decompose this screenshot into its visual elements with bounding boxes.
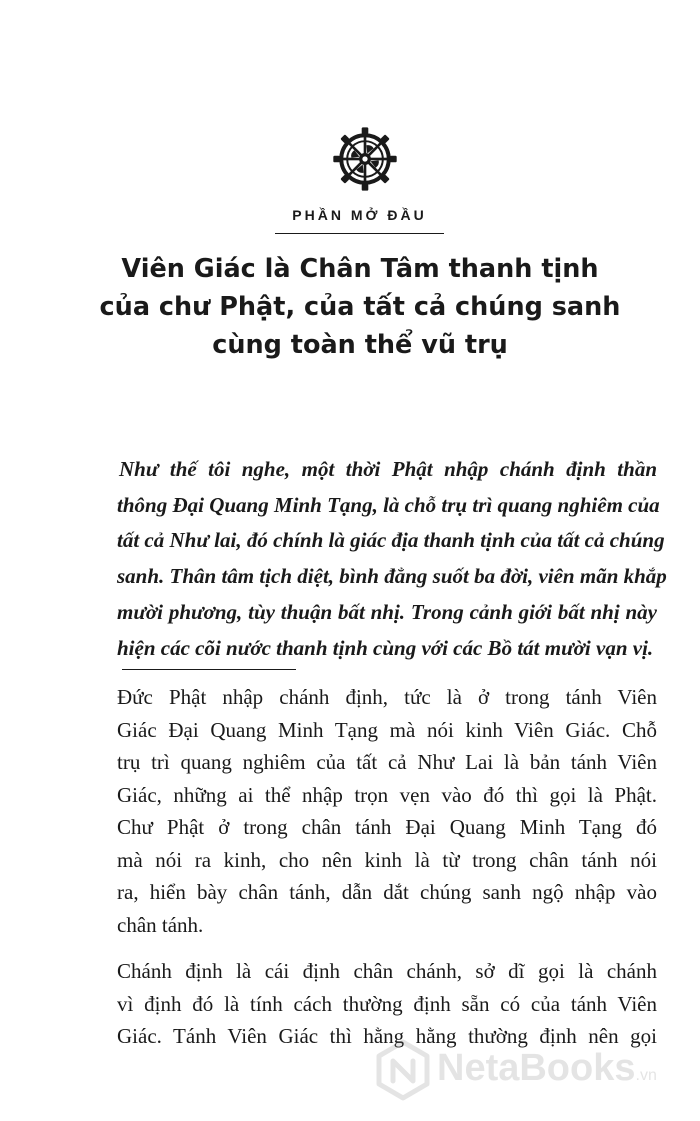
paragraph-line: Giác, những ai thể nhập trọn vẹn vào đó thì gọi là Phật.: [117, 782, 657, 807]
paragraph-line: vì định đó là tính cách thường định sẵn có của tánh Viên: [117, 991, 657, 1016]
sutra-line: thông Đại Quang Minh Tạng, là chỗ trụ trì quang nghiêm của: [117, 492, 660, 517]
sutra-line: mười phương, tùy thuận bất nhị. Trong cảnh giới bất nhị này: [117, 599, 657, 624]
paragraph-line: Đức Phật nhập chánh định, tức là ở trong tánh Viên: [117, 685, 657, 709]
paragraph-line: Chư Phật ở trong chân tánh Đại Quang Minh Tạng đó: [117, 815, 657, 839]
commentary-paragraph-1: [117, 681, 657, 941]
watermark-text: [437, 1047, 657, 1090]
paragraph-line: ra, hiển bày chân tánh, dẫn dắt chúng sanh ngộ nhập vào: [117, 880, 657, 904]
watermark-suffix: .vn: [635, 1067, 657, 1084]
section-label: PHẦN MỞ ĐẦU: [292, 207, 427, 223]
paragraph-line: chân tánh.: [117, 912, 204, 937]
netabooks-watermark: [375, 1035, 685, 1105]
section-label-rule: [275, 233, 444, 234]
chapter-title: [60, 250, 660, 364]
paragraph-line: Giác. Tánh Viên Giác thì hằng hằng thường định nên gọi: [117, 1024, 657, 1048]
n-logo-icon: [375, 1039, 431, 1101]
chapter-title-line: của chư Phật, của tất cả chúng sanh: [99, 292, 621, 322]
sutra-line: Như thế tôi nghe, một thời Phật nhập chánh định thần: [119, 457, 657, 481]
paragraph-line: Chánh định là cái định chân chánh, sở dĩ gọi là chánh: [117, 959, 657, 983]
sutra-quote: [117, 452, 667, 666]
sutra-line: sanh. Thân tâm tịch diệt, bình đẳng suốt ba đời, viên mãn khắp: [117, 564, 667, 589]
paragraph-line: mà nói ra kinh, cho nên kinh là từ trong chân tánh nói: [117, 847, 657, 872]
dharma-wheel-icon: [332, 126, 398, 192]
chapter-title-line: Viên Giác là Chân Tâm thanh tịnh: [121, 254, 599, 284]
sutra-line: tất cả Như lai, đó chính là giác địa thanh tịnh của tất cả chúng: [117, 528, 665, 553]
sutra-line: hiện các cõi nước thanh tịnh cùng với các Bồ tát mười vạn vị.: [117, 635, 654, 660]
paragraph-line: Giác Đại Quang Minh Tạng mà nói kinh Viên Giác. Chỗ: [117, 717, 657, 742]
section-divider: [122, 669, 296, 670]
watermark-brand: NetaBooks: [437, 1047, 636, 1089]
paragraph-line: trụ trì quang nghiêm của tất cả Như Lai là bản tánh Viên: [117, 750, 657, 774]
chapter-title-line: cùng toàn thể vũ trụ: [212, 330, 508, 360]
